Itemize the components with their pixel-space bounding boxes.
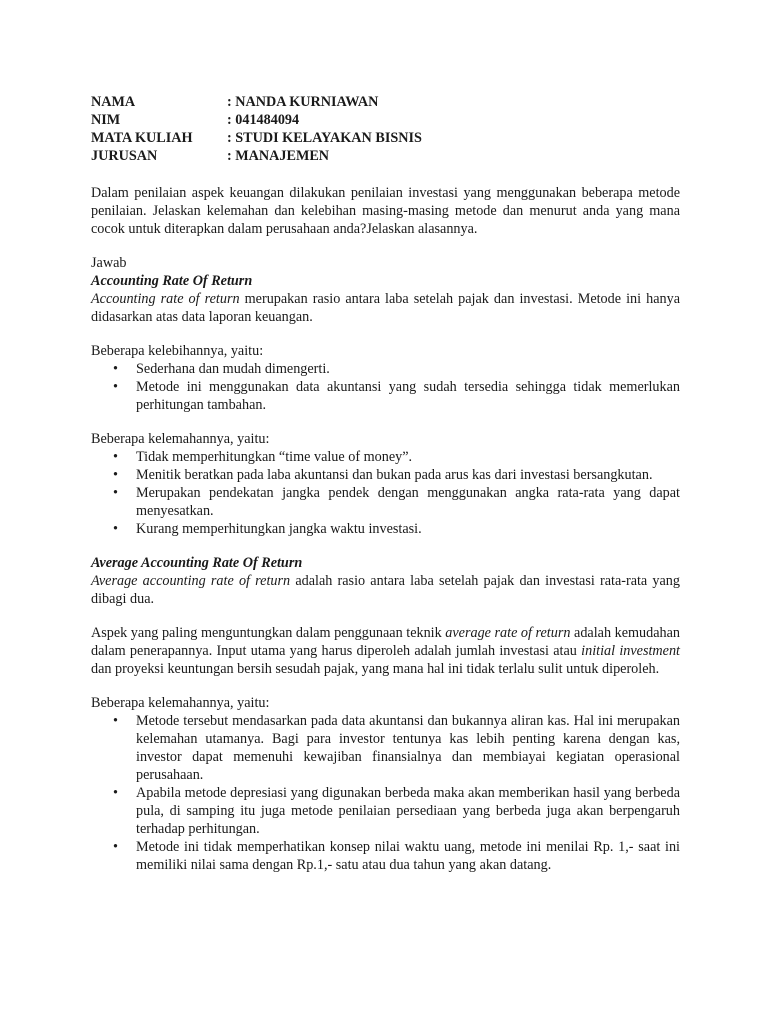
list-item: [91, 484, 680, 520]
spacer: [91, 414, 680, 430]
section-title-aarr: Average Accounting Rate Of Return: [91, 555, 303, 571]
spacer: [91, 238, 680, 254]
bullet-icon: •: [113, 361, 118, 377]
spacer: [91, 165, 680, 184]
bullet-icon: •: [113, 713, 118, 729]
list-item: [91, 448, 680, 466]
list-item: [91, 466, 680, 484]
info-label: JURUSAN: [91, 148, 158, 164]
aarr-disadvantages-heading: Beberapa kelemahannya, yaitu:: [91, 695, 270, 711]
info-row-mata-kuliah: [91, 129, 680, 147]
list-item: [91, 378, 680, 414]
info-label: MATA KULIAH: [91, 130, 193, 146]
list-item: [91, 712, 680, 784]
bullet-icon: •: [113, 785, 118, 801]
arr-advantages-heading: Beberapa kelebihannya, yaitu:: [91, 343, 264, 359]
bullet-icon: •: [113, 485, 118, 501]
info-row-nama: [91, 93, 680, 111]
definition-text: merupakan rasio antara laba setelah pajak dan investasi. Metode ini hanya didasarkan atas data laporan keuangan.: [91, 291, 680, 325]
info-row-jurusan: [91, 147, 680, 165]
bullet-icon: •: [113, 521, 118, 537]
document-body: [91, 93, 680, 874]
term: Accounting rate of return: [91, 291, 240, 307]
term: average rate of return: [445, 625, 571, 641]
list-item-text: Menitik beratkan pada laba akuntansi dan bukan pada arus kas dari investasi bersangkutan.: [136, 467, 653, 483]
list-item: [91, 520, 680, 538]
student-info: [91, 93, 680, 165]
question-paragraph: Dalam penilaian aspek keuangan dilakukan penilaian investasi yang menggunakan beberapa metode penilaian. Jelaskan kelemahan dan kelebihan masing-masing metode dan menurut anda yang mana cocok untuk diterapkan dalam perusahaan anda?Jelaskan alasannya.: [91, 185, 680, 237]
spacer: [91, 326, 680, 342]
bullet-icon: •: [113, 379, 118, 395]
list-item-text: Tidak memperhitungkan “time value of money”.: [136, 449, 413, 465]
info-value: : NANDA KURNIAWAN: [227, 94, 379, 110]
info-value: : STUDI KELAYAKAN BISNIS: [227, 130, 422, 146]
list-item: [91, 360, 680, 378]
answer-label: Jawab: [91, 255, 127, 271]
bullet-icon: •: [113, 839, 118, 855]
list-item-text: Metode ini menggunakan data akuntansi yang sudah tersedia sehingga tidak memerlukan perhitungan tambahan.: [136, 379, 680, 413]
info-row-nim: [91, 111, 680, 129]
list-item: [91, 784, 680, 838]
term: initial investment: [581, 643, 680, 659]
aarr-aspect-paragraph: [91, 624, 680, 678]
bullet-icon: •: [113, 449, 118, 465]
arr-disadvantages-heading: Beberapa kelemahannya, yaitu:: [91, 431, 270, 447]
arr-disadvantages-list: [91, 448, 680, 538]
definition-text: adalah rasio antara laba setelah pajak dan investasi rata-rata yang dibagi dua.: [91, 573, 680, 607]
spacer: [91, 608, 680, 624]
list-item-text: Apabila metode depresiasi yang digunakan berbeda maka akan memberikan hasil yang berbeda pula, di samping itu juga metode penilaian persediaan yang berbeda juga akan berpengaruh terhadap perhitungan.: [136, 785, 680, 837]
list-item-text: Kurang memperhitungkan jangka waktu investasi.: [136, 521, 422, 537]
list-item: [91, 838, 680, 874]
paragraph-text: dan proyeksi keuntungan bersih sesudah pajak, yang mana hal ini tidak terlalu sulit untuk diperoleh.: [91, 661, 660, 677]
aarr-disadvantages-list: [91, 712, 680, 874]
paragraph-text: adalah kemudahan dalam penerapannya. Input utama yang harus diperoleh adalah jumlah investasi atau: [91, 625, 680, 659]
list-item-text: Sederhana dan mudah dimengerti.: [136, 361, 330, 377]
list-item-text: Metode tersebut mendasarkan pada data akuntansi dan bukannya aliran kas. Hal ini merupakan kelemahan utamanya. Bagi para investor tentunya kas lebih penting karena dengan kas, investor dapat memenuhi kewajiban finansialnya dan membiayai kegiatan operasional perusahaan.: [136, 713, 680, 783]
info-value: : MANAJEMEN: [227, 148, 330, 164]
aarr-definition: [91, 572, 680, 608]
arr-advantages-list: [91, 360, 680, 414]
spacer: [91, 678, 680, 694]
term: Average accounting rate of return: [91, 573, 291, 589]
list-item-text: Merupakan pendekatan jangka pendek dengan menggunakan angka rata-rata yang dapat menyesatkan.: [136, 485, 680, 519]
info-label: NAMA: [91, 94, 136, 110]
spacer: [91, 538, 680, 554]
section-title-arr: Accounting Rate Of Return: [91, 273, 253, 289]
info-label: NIM: [91, 112, 121, 128]
arr-definition: [91, 290, 680, 326]
paragraph-text: Aspek yang paling menguntungkan dalam penggunaan teknik: [91, 625, 446, 641]
list-item-text: Metode ini tidak memperhatikan konsep nilai waktu uang, metode ini menilai Rp. 1,- saat ini memiliki nilai sama dengan Rp.1,- satu atau dua tahun yang akan datang.: [136, 839, 680, 873]
bullet-icon: •: [113, 467, 118, 483]
info-value: : 041484094: [227, 112, 300, 128]
